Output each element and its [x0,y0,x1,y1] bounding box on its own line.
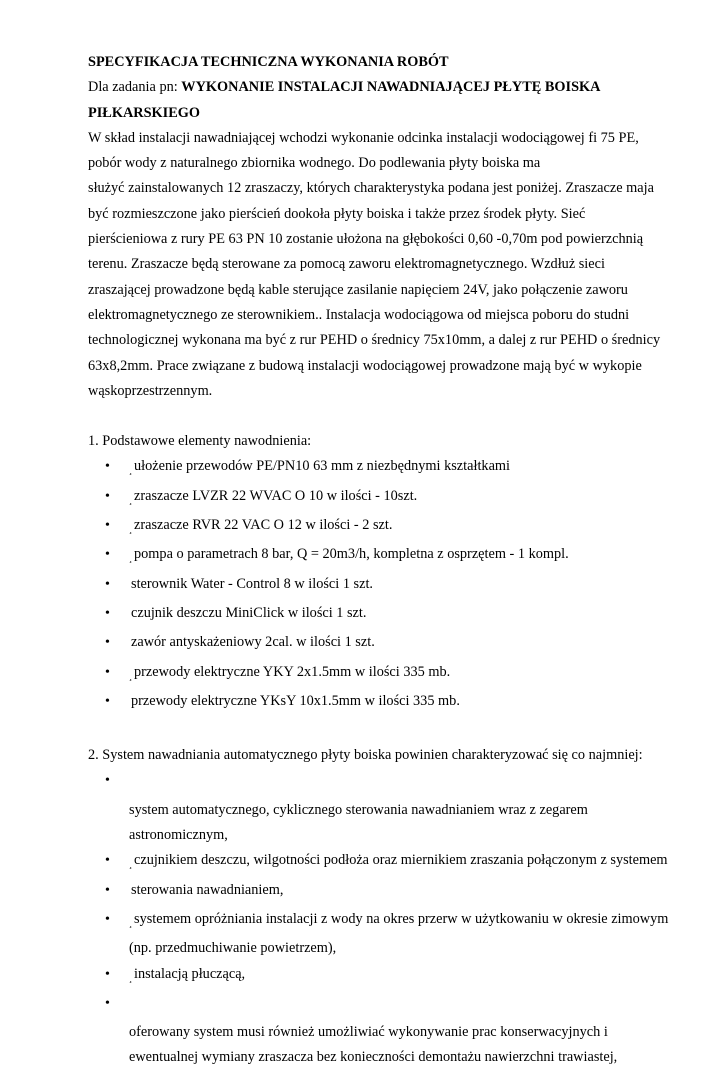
task-prefix: Dla zadania pn: [88,79,182,96]
intro-line: być rozmieszczone jako pierścień dookoła płyty boiska i także przez środek płyty. Sieć [88,205,586,222]
list-item [88,991,688,1071]
bullet-icon: • [105,635,110,651]
tick-mark: ¸ [129,524,132,535]
bullet-icon: • [105,664,110,680]
task-name-part-2: PIŁKARSKIEGO [88,104,201,121]
list-item-text: (np. przedmuchiwanie powietrzem), [129,940,337,957]
bullet-icon: • [105,518,110,534]
list-item [88,513,688,542]
list-item-text: czujnikiem deszczu, wilgotności podłoża oraz miernikiem zraszania połączonym z systemem [134,852,668,869]
list-item-text: przewody elektryczne YKsY 10x1.5mm w ilości 335 mb. [131,692,460,709]
intro-line: technologicznej wykonana ma być z rur PEHD o średnicy 75x10mm, a dalej z rur PEHD o średnicy [88,332,661,349]
tick-mark: ¸ [129,917,132,928]
list-item-text: zawór antyskażeniowy 2cal. w ilości 1 szt. [131,634,375,651]
intro-line: terenu. Zraszacze będą sterowane za pomocą zaworu elektromagnetycznego. Wzdłuż sieci [88,256,605,273]
tick-mark: ¸ [129,553,132,564]
list-item [88,484,688,513]
intro-line: służyć zainstalowanych 12 zraszaczy, których charakterystyka podana jest poniżej. Zraszacze maja [88,180,654,197]
list-item-text: ewentualnej wymiany zraszacza bez konieczności demontażu nawierzchni trawiastej, [129,1049,618,1066]
bullet-icon: • [105,995,110,1011]
intro-line: pobór wody z naturalnego zbiornika wodnego. Do podlewania płyty boiska ma [88,155,541,172]
intro-line: pierścieniowa z rury PE 63 PN 10 zostanie ułożona na głębokości 0,60 -0,70m pod powierzchnią [88,231,644,248]
list-item [88,962,688,991]
intro-line: zraszającej prowadzone będą kable sterujące zasilanie napięciem 24V, jako połączenie zaworu [88,281,628,298]
intro-line: wąskoprzestrzennym. [88,382,213,399]
list-item-text: czujnik deszczu MiniClick w ilości 1 szt. [131,604,367,621]
list-item [88,768,688,848]
bullet-icon: • [105,693,110,709]
bullet-icon: • [105,853,110,869]
bullet-icon: • [105,547,110,563]
list-item [88,601,688,630]
intro-paragraph [88,126,688,404]
bullet-icon: • [105,966,110,982]
spacer [88,404,688,429]
list-item-text: przewody elektryczne YKY 2x1.5mm w ilości 335 mb. [134,663,451,680]
bullet-icon: • [105,488,110,504]
list-item [88,878,688,907]
intro-line: elektromagnetycznego ze sterownikiem.. Instalacja wodociągowa od miejsca poboru do studni [88,306,630,323]
list-item [88,660,688,689]
tick-mark: ¸ [129,465,132,476]
bullet-icon: • [105,576,110,592]
list-item [88,689,688,718]
intro-line: 63x8,2mm. Prace związane z budową instalacji wodociągowej prowadzone mają być w wykopie [88,357,642,374]
tick-mark: ¸ [129,972,132,983]
document-body [88,50,688,1071]
intro-line: W skład instalacji nawadniającej wchodzi wykonanie odcinka instalacji wodociągowej fi 75 PE, [88,129,639,146]
section-2-heading: 2. System nawadniania automatycznego płyty boiska powinien charakteryzować się co najmniej: [88,747,643,764]
task-name-part-1: WYKONANIE INSTALACJI NAWADNIAJĄCEJ PŁYTĘ BOISKA [181,79,601,96]
section-1-list [88,454,688,718]
list-item-text: zraszacze LVZR 22 WVAC O 10 w ilości - 10szt. [134,487,418,504]
list-item-text: sterownik Water - Control 8 w ilości 1 szt. [131,575,373,592]
bullet-icon: • [105,605,110,621]
list-item-text: ułożenie przewodów PE/PN10 63 mm z niezbędnymi kształtkami [134,458,511,475]
tick-mark: ¸ [129,494,132,505]
list-item [88,630,688,659]
list-item [88,907,688,962]
spacer [88,718,688,743]
list-item [88,848,688,877]
list-item-text: system automatycznego, cyklicznego sterowania nawadnianiem wraz z zegarem [129,801,588,818]
document-title: SPECYFIKACJA TECHNICZNA WYKONANIA ROBÓT [88,54,449,70]
list-item-text: sterowania nawadnianiem, [131,881,284,898]
list-item-text: zraszacze RVR 22 VAC O 12 w ilości - 2 szt. [134,517,393,534]
list-item [88,454,688,483]
task-line [88,75,688,100]
list-item-text: instalacją płuczącą, [134,965,246,982]
tick-mark: ¸ [129,859,132,870]
tick-mark: ¸ [129,670,132,681]
list-item-text: astronomicznym, [129,827,228,844]
list-item [88,542,688,571]
list-item-text: pompa o parametrach 8 bar, Q = 20m3/h, kompletna z osprzętem - 1 kompl. [134,546,569,563]
list-item [88,572,688,601]
section-2-list [88,768,688,1070]
list-item-text: systemem opróżniania instalacji z wody na okres przerw w użytkowaniu w okresie zimowym [134,910,669,927]
bullet-icon: • [105,459,110,475]
bullet-icon: • [105,911,110,927]
list-item-text: oferowany system musi również umożliwiać wykonywanie prac konserwacyjnych i [129,1024,608,1041]
bullet-icon: • [105,773,110,789]
section-1-heading: 1. Podstawowe elementy nawodnienia: [88,433,312,450]
bullet-icon: • [105,882,110,898]
